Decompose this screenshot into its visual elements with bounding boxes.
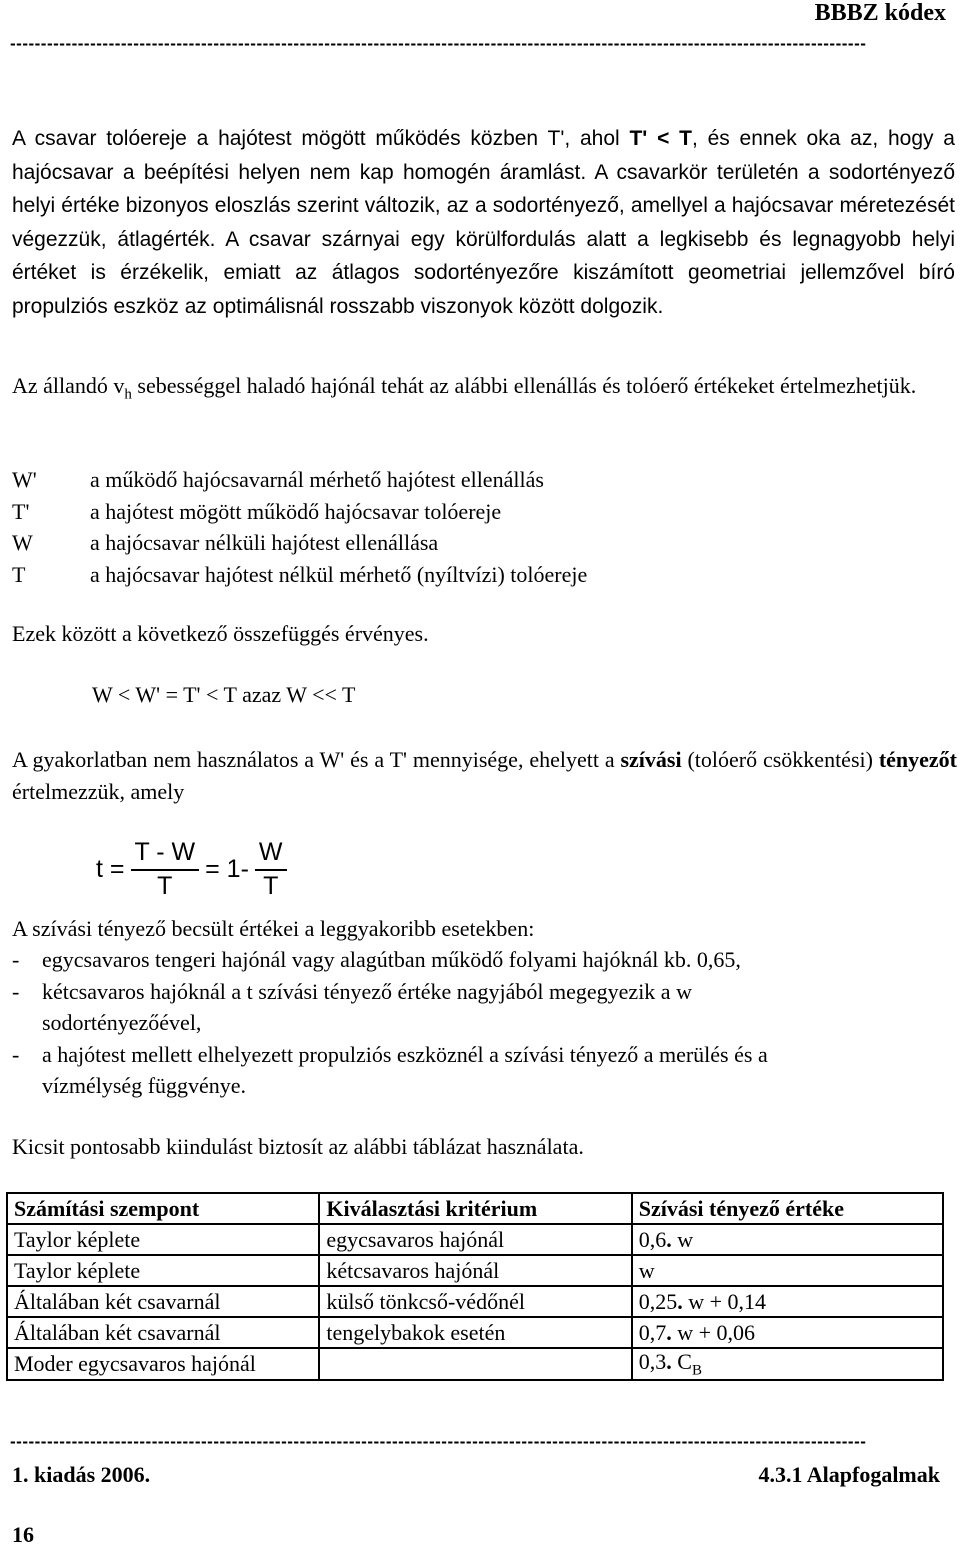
footer-dashed-rule: -------------------------------------------------------------------------------------------------------------------------------------------: [10, 1432, 867, 1451]
table-row: [7, 1348, 943, 1380]
formula-fraction-2: [255, 838, 287, 901]
page-number: 16: [12, 1522, 34, 1547]
definition-list: [12, 464, 587, 590]
definition-symbol: T': [12, 498, 30, 524]
suction-factor-table: [6, 1192, 944, 1381]
value-dot: .: [666, 1349, 672, 1374]
value-part: C: [671, 1349, 692, 1374]
paragraph-relation-intro: Ezek között a következő összefüggés érvényes.: [12, 621, 429, 646]
fraction-numerator: T - W: [134, 838, 196, 866]
table-row: [7, 1317, 943, 1348]
suction-bold-1: szívási: [620, 747, 682, 772]
table-cell-method: Általában két csavarnál: [7, 1286, 319, 1317]
fraction-numerator: W: [258, 838, 283, 866]
list-item-text: kétcsavaros hajóknál a t szívási tényező értéke nagyjából megegyezik a w: [42, 978, 692, 1004]
list-dash: -: [12, 947, 20, 972]
definition-row: [12, 527, 587, 559]
value-part: w: [671, 1226, 694, 1252]
suction-text-2: (tolóerő csökkentési): [681, 747, 879, 772]
definition-symbol: W': [12, 467, 37, 492]
definition-text: a hajócsavar hajótest nélkül mérhető (nyíltvízi) tolóereje: [90, 561, 588, 587]
table-cell-value: [632, 1224, 943, 1255]
formula-lhs: t =: [96, 855, 125, 883]
value-part: 0,6: [638, 1226, 667, 1252]
list-item: [12, 976, 957, 1039]
value-subscript: B: [691, 1362, 702, 1379]
value-dot: .: [677, 1288, 683, 1314]
list-item: [12, 1039, 957, 1102]
list-item-continuation: sodortényezőével,: [42, 1010, 202, 1035]
table-cell-value: [632, 1255, 943, 1286]
footer-section: 4.3.1 Alapfogalmak: [758, 1462, 940, 1487]
value-part: 0,25: [638, 1288, 678, 1314]
table-row: [7, 1286, 943, 1317]
table-cell-value: [632, 1348, 943, 1380]
suction-formula: [96, 838, 293, 901]
table-cell-method: Taylor képlete: [7, 1224, 319, 1255]
relation-equation: W < W' = T' < T azaz W << T: [92, 682, 356, 707]
formula-fraction-1: [131, 838, 200, 901]
paragraph-intro: [12, 122, 955, 324]
intro-text-2: , és ennek oka az, hogy a hajócsavar a beépítési helyen nem kap homogén áramlást. A csavarkör területén a sodortényező helyi értéke bizonyos eloszlás szerint változik, az a sodortényező, amellyel a hajócsavar méretezését végezzük, átlagérték. A csavar szárnyai egy körülfordulás alatt a legkisebb és legnagyobb helyi értéket is érzékelik, emiatt az átlagos sodortényezőre kiszámított geometriai jellemzővel bíró propulziós eszköz az optimálisnál rosszabb viszonyok között dolgozik.: [12, 127, 955, 318]
definition-text: a működő hajócsavarnál mérhető hajótest ellenállás: [90, 467, 544, 492]
suction-text-3: értelmezzük, amely: [12, 779, 185, 804]
value-part: 0,7: [638, 1319, 667, 1345]
table-header-cell: Kiválasztási kritérium: [319, 1193, 631, 1224]
table-cell-criterion: kétcsavaros hajónál: [319, 1255, 631, 1286]
paragraph-suction: [12, 744, 957, 808]
table-row: [7, 1224, 943, 1255]
table-cell-value: [632, 1286, 943, 1317]
list-item-text: a hajótest mellett elhelyezett propulziós eszköznél a szívási tényező a merülés és a: [42, 1041, 768, 1067]
definition-text: a hajótest mögött működő hajócsavar tolóereje: [90, 498, 502, 524]
table-header-row: [7, 1193, 943, 1224]
table-header-cell: Szívási tényező értéke: [632, 1193, 943, 1224]
paragraph-estimates: A szívási tényező becsült értékei a leggyakoribb esetekben:: [12, 916, 535, 941]
definition-symbol: T: [12, 561, 26, 587]
definition-symbol: W: [12, 530, 33, 555]
definition-row: [12, 496, 587, 528]
table-cell-value: [632, 1317, 943, 1348]
intro-text-1: A csavar tolóereje a hajótest mögött működés közben T', ahol: [12, 127, 630, 150]
formula-middle: = 1-: [205, 855, 249, 883]
suction-bold-2: tényezőt: [878, 747, 958, 772]
value-dot: .: [666, 1319, 672, 1345]
paragraph-speed: [12, 370, 957, 410]
table-cell-criterion: egycsavaros hajónál: [319, 1224, 631, 1255]
paragraph-table-intro: Kicsit pontosabb kiindulást biztosít az alábbi táblázat használata.: [12, 1134, 584, 1159]
value-part: w: [638, 1257, 655, 1283]
speed-text-2: sebességgel haladó hajónál tehát az alábbi ellenállás és tolóerő értékeket értelmezhetjük.: [131, 373, 917, 398]
list-item-continuation: vízmélység függvénye.: [42, 1073, 247, 1098]
speed-text-1: Az állandó v: [12, 373, 125, 398]
definition-row: [12, 464, 587, 496]
footer-edition: 1. kiadás 2006.: [12, 1462, 151, 1487]
suction-text-1: A gyakorlatban nem használatos a W' és a T' mennyisége, ehelyett a: [12, 747, 621, 772]
value-dot: .: [666, 1226, 672, 1252]
table-cell-criterion: [319, 1348, 631, 1380]
table-cell-criterion: tengelybakok esetén: [319, 1317, 631, 1348]
value-part: 0,3: [638, 1349, 667, 1374]
header-dashed-rule: -------------------------------------------------------------------------------------------------------------------------------------------: [10, 34, 867, 53]
list-item-text: egycsavaros tengeri hajónál vagy alagútban működő folyami hajóknál kb. 0,65,: [42, 947, 741, 972]
table-row: [7, 1255, 943, 1286]
value-part: w + 0,14: [682, 1288, 767, 1314]
document-header-title: BBBZ kódex: [814, 0, 946, 26]
fraction-denominator: T: [263, 872, 279, 900]
list-item: [12, 944, 957, 976]
definition-text: a hajócsavar nélküli hajótest ellenállása: [90, 530, 439, 555]
value-part: w + 0,06: [671, 1319, 756, 1345]
table-cell-method: Általában két csavarnál: [7, 1317, 319, 1348]
list-dash: -: [12, 978, 20, 1004]
table-header-cell: Számítási szempont: [7, 1193, 319, 1224]
intro-inequality: T' < T: [629, 127, 692, 150]
table-cell-method: Moder egycsavaros hajónál: [7, 1348, 319, 1380]
table-cell-method: Taylor képlete: [7, 1255, 319, 1286]
speed-subscript: h: [124, 386, 132, 403]
estimate-list: [12, 944, 957, 1102]
list-dash: -: [12, 1041, 20, 1067]
definition-row: [12, 559, 587, 591]
fraction-denominator: T: [157, 872, 173, 900]
table-cell-criterion: külső tönkcső-védőnél: [319, 1286, 631, 1317]
